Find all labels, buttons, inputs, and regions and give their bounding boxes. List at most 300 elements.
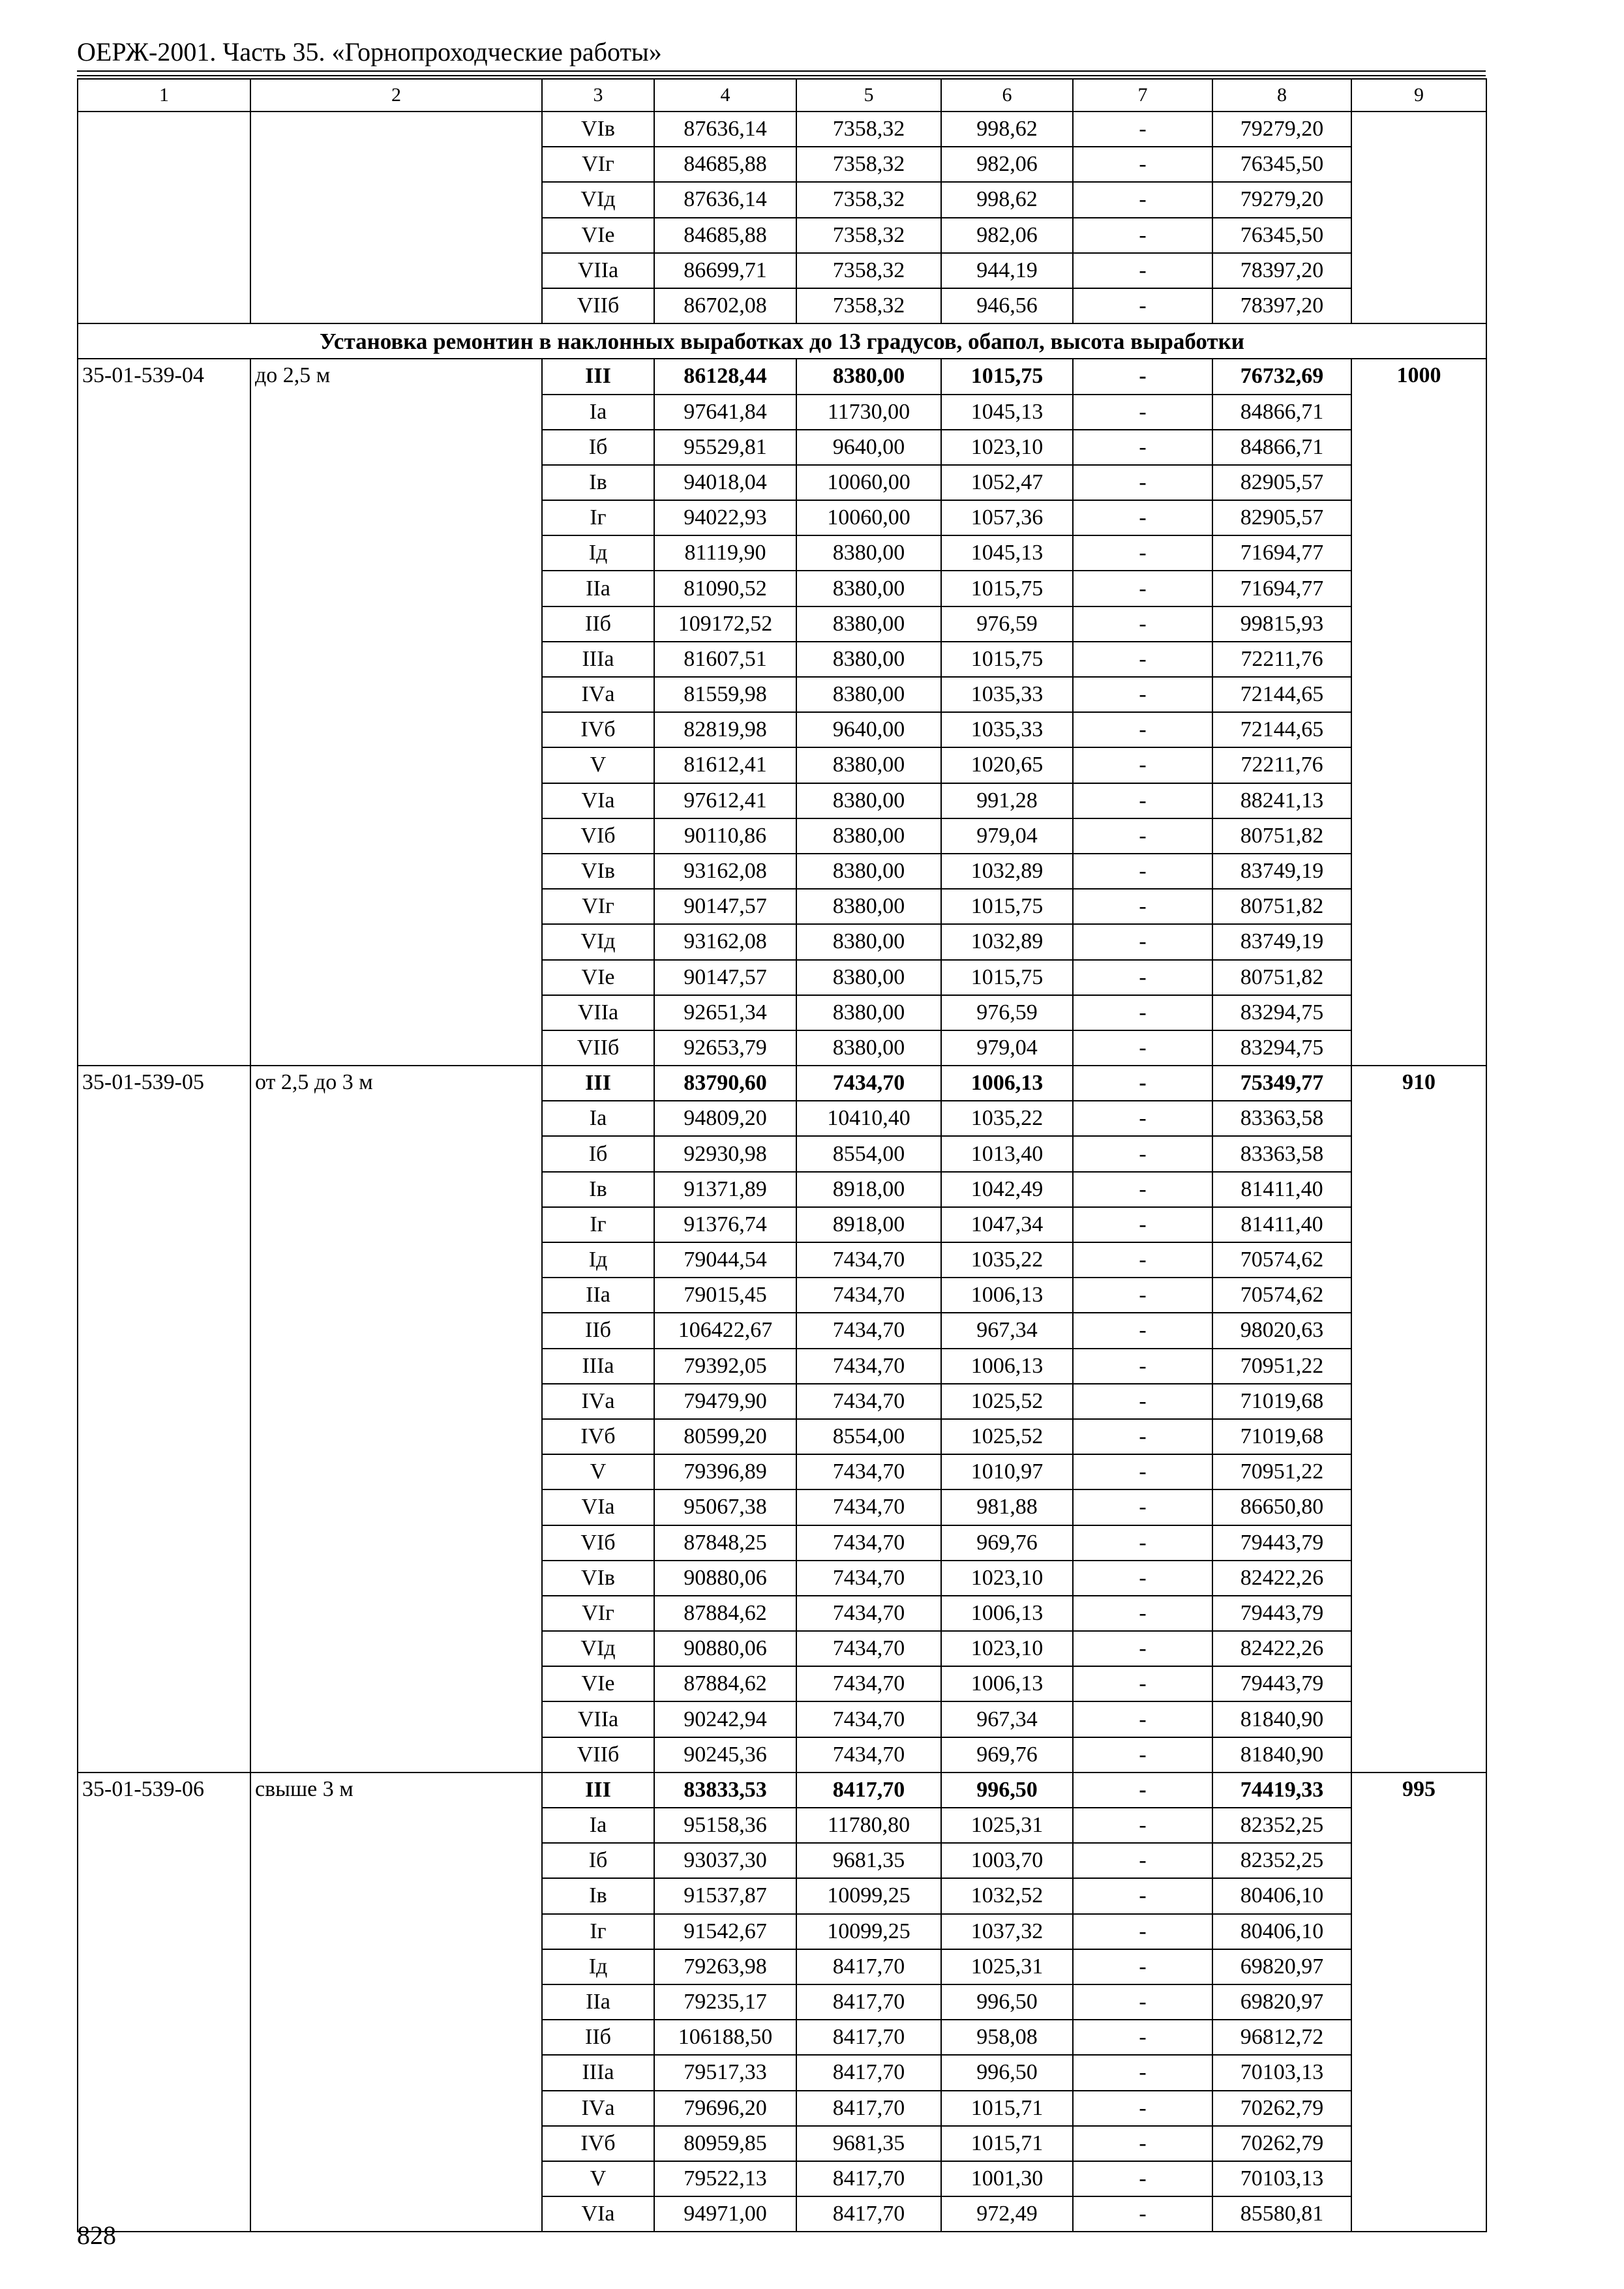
machinist-wage-cell: - [1073, 1419, 1212, 1454]
material-cost-cell: 79443,79 [1212, 1596, 1351, 1631]
machine-cost-cell: 1006,13 [941, 1278, 1073, 1313]
zone-cell: IVа [542, 1384, 654, 1419]
wage-cell: 10410,40 [796, 1101, 941, 1136]
machine-cost-cell: 1015,75 [941, 359, 1073, 394]
direct-cost-cell: 84685,88 [654, 218, 796, 253]
machine-cost-cell: 969,76 [941, 1525, 1073, 1561]
zone-cell: VIб [542, 818, 654, 854]
zone-cell: IIа [542, 1278, 654, 1313]
direct-cost-cell: 97612,41 [654, 783, 796, 818]
wage-cell: 9640,00 [796, 430, 941, 465]
wage-cell: 8380,00 [796, 677, 941, 712]
material-cost-cell: 75349,77 [1212, 1066, 1351, 1101]
table-row [78, 359, 1486, 394]
wage-cell: 7358,32 [796, 182, 941, 217]
material-cost-cell: 70951,22 [1212, 1454, 1351, 1489]
direct-cost-cell: 87636,14 [654, 112, 796, 147]
machinist-wage-cell: - [1073, 924, 1212, 959]
zone-cell: VIд [542, 924, 654, 959]
material-cost-cell: 82352,25 [1212, 1808, 1351, 1843]
machine-cost-cell: 998,62 [941, 182, 1073, 217]
machine-cost-cell: 944,19 [941, 253, 1073, 288]
material-cost-cell: 80751,82 [1212, 818, 1351, 854]
machine-cost-cell: 969,76 [941, 1737, 1073, 1773]
direct-cost-cell: 79015,45 [654, 1278, 796, 1313]
material-cost-cell: 72144,65 [1212, 712, 1351, 747]
material-cost-cell: 70262,79 [1212, 2091, 1351, 2126]
material-cost-cell: 71694,77 [1212, 535, 1351, 571]
machine-cost-cell: 1010,97 [941, 1454, 1073, 1489]
direct-cost-cell: 90880,06 [654, 1631, 796, 1666]
direct-cost-cell: 90880,06 [654, 1561, 796, 1596]
zone-cell: VIIа [542, 1701, 654, 1737]
zone-cell: VIг [542, 147, 654, 182]
section-title: Установка ремонтин в наклонных выработках до 13 градусов, обапол, высота выработки [78, 323, 1486, 359]
machinist-wage-cell: - [1073, 1631, 1212, 1666]
machinist-wage-cell: - [1073, 1172, 1212, 1207]
machinist-wage-cell: - [1073, 1349, 1212, 1384]
rates-table [77, 78, 1487, 2232]
code-cell [78, 112, 250, 323]
wage-cell: 8380,00 [796, 783, 941, 818]
machinist-wage-cell: - [1073, 2161, 1212, 2196]
zone-cell: VIIб [542, 1030, 654, 1066]
wage-cell: 8417,70 [796, 1773, 941, 1808]
machinist-wage-cell: - [1073, 1914, 1212, 1949]
machine-cost-cell: 979,04 [941, 1030, 1073, 1066]
direct-cost-cell: 81090,52 [654, 571, 796, 606]
direct-cost-cell: 87848,25 [654, 1525, 796, 1561]
machine-cost-cell: 976,59 [941, 606, 1073, 642]
machinist-wage-cell: - [1073, 1066, 1212, 1101]
material-cost-cell: 82905,57 [1212, 465, 1351, 500]
material-cost-cell: 72144,65 [1212, 677, 1351, 712]
machinist-wage-cell: - [1073, 1384, 1212, 1419]
direct-cost-cell: 109172,52 [654, 606, 796, 642]
norm-cell: 910 [1351, 1066, 1486, 1773]
direct-cost-cell: 92653,79 [654, 1030, 796, 1066]
material-cost-cell: 79443,79 [1212, 1666, 1351, 1701]
direct-cost-cell: 95067,38 [654, 1489, 796, 1525]
material-cost-cell: 83363,58 [1212, 1101, 1351, 1136]
machine-cost-cell: 976,59 [941, 995, 1073, 1030]
zone-cell: IVа [542, 677, 654, 712]
zone-cell: Iг [542, 1207, 654, 1242]
machine-cost-cell: 1035,33 [941, 712, 1073, 747]
machine-cost-cell: 1045,13 [941, 535, 1073, 571]
machine-cost-cell: 982,06 [941, 218, 1073, 253]
material-cost-cell: 81840,90 [1212, 1701, 1351, 1737]
machinist-wage-cell: - [1073, 1561, 1212, 1596]
wage-cell: 7434,70 [796, 1313, 941, 1348]
wage-cell: 8380,00 [796, 854, 941, 889]
machine-cost-cell: 1023,10 [941, 1631, 1073, 1666]
direct-cost-cell: 80599,20 [654, 1419, 796, 1454]
material-cost-cell: 80751,82 [1212, 960, 1351, 995]
wage-cell: 7358,32 [796, 147, 941, 182]
machinist-wage-cell: - [1073, 1313, 1212, 1348]
material-cost-cell: 72211,76 [1212, 747, 1351, 783]
machine-cost-cell: 1025,52 [941, 1419, 1073, 1454]
machinist-wage-cell: - [1073, 500, 1212, 535]
zone-cell: VIг [542, 889, 654, 924]
material-cost-cell: 80751,82 [1212, 889, 1351, 924]
zone-cell: III [542, 1773, 654, 1808]
machine-cost-cell: 1020,65 [941, 747, 1073, 783]
machinist-wage-cell: - [1073, 818, 1212, 854]
machinist-wage-cell: - [1073, 712, 1212, 747]
header-rule [77, 70, 1486, 72]
direct-cost-cell: 92930,98 [654, 1136, 796, 1171]
zone-cell: Iд [542, 1949, 654, 1984]
zone-cell: IIIа [542, 642, 654, 677]
wage-cell: 7434,70 [796, 1525, 941, 1561]
machine-cost-cell: 1032,89 [941, 854, 1073, 889]
material-cost-cell: 83363,58 [1212, 1136, 1351, 1171]
zone-cell: IIб [542, 1313, 654, 1348]
machinist-wage-cell: - [1073, 642, 1212, 677]
rate-description: до 2,5 м [250, 359, 542, 1066]
machine-cost-cell: 1015,71 [941, 2091, 1073, 2126]
direct-cost-cell: 90147,57 [654, 889, 796, 924]
zone-cell: VIв [542, 1561, 654, 1596]
material-cost-cell: 79279,20 [1212, 182, 1351, 217]
wage-cell: 8417,70 [796, 2020, 941, 2055]
desc-cell [250, 112, 542, 323]
material-cost-cell: 70951,22 [1212, 1349, 1351, 1384]
direct-cost-cell: 93162,08 [654, 854, 796, 889]
column-number: 6 [941, 79, 1073, 112]
zone-cell: V [542, 747, 654, 783]
zone-cell: VIе [542, 218, 654, 253]
wage-cell: 10060,00 [796, 465, 941, 500]
column-number: 8 [1212, 79, 1351, 112]
material-cost-cell: 88241,13 [1212, 783, 1351, 818]
machine-cost-cell: 972,49 [941, 2196, 1073, 2232]
machinist-wage-cell: - [1073, 1136, 1212, 1171]
zone-cell: VIд [542, 1631, 654, 1666]
document-header: ОЕРЖ-2001. Часть 35. «Горнопроходческие работы» [77, 37, 662, 67]
wage-cell: 8417,70 [796, 2196, 941, 2232]
direct-cost-cell: 94022,93 [654, 500, 796, 535]
machinist-wage-cell: - [1073, 571, 1212, 606]
direct-cost-cell: 94971,00 [654, 2196, 796, 2232]
column-number: 5 [796, 79, 941, 112]
material-cost-cell: 82422,26 [1212, 1631, 1351, 1666]
machinist-wage-cell: - [1073, 1596, 1212, 1631]
zone-cell: Iб [542, 430, 654, 465]
machinist-wage-cell: - [1073, 1984, 1212, 2020]
material-cost-cell: 82422,26 [1212, 1561, 1351, 1596]
wage-cell: 9640,00 [796, 712, 941, 747]
machinist-wage-cell: - [1073, 960, 1212, 995]
norm-cell: 995 [1351, 1773, 1486, 2232]
machine-cost-cell: 996,50 [941, 2055, 1073, 2090]
zone-cell: IIа [542, 571, 654, 606]
zone-cell: IIIа [542, 1349, 654, 1384]
material-cost-cell: 71694,77 [1212, 571, 1351, 606]
wage-cell: 7358,32 [796, 112, 941, 147]
wage-cell: 7434,70 [796, 1631, 941, 1666]
wage-cell: 7434,70 [796, 1454, 941, 1489]
material-cost-cell: 76345,50 [1212, 147, 1351, 182]
column-number: 4 [654, 79, 796, 112]
machine-cost-cell: 996,50 [941, 1984, 1073, 2020]
machinist-wage-cell: - [1073, 182, 1212, 217]
machine-cost-cell: 1001,30 [941, 2161, 1073, 2196]
zone-cell: Iд [542, 1242, 654, 1278]
machine-cost-cell: 1015,75 [941, 960, 1073, 995]
zone-cell: VIа [542, 1489, 654, 1525]
machinist-wage-cell: - [1073, 1949, 1212, 1984]
column-number: 9 [1351, 79, 1486, 112]
material-cost-cell: 96812,72 [1212, 2020, 1351, 2055]
machine-cost-cell: 1006,13 [941, 1349, 1073, 1384]
direct-cost-cell: 91537,87 [654, 1878, 796, 1913]
wage-cell: 8918,00 [796, 1207, 941, 1242]
material-cost-cell: 81411,40 [1212, 1207, 1351, 1242]
zone-cell: Iа [542, 1101, 654, 1136]
zone-cell: III [542, 1066, 654, 1101]
machine-cost-cell: 1015,75 [941, 889, 1073, 924]
direct-cost-cell: 97641,84 [654, 395, 796, 430]
zone-cell: Iг [542, 500, 654, 535]
machinist-wage-cell: - [1073, 783, 1212, 818]
machine-cost-cell: 1006,13 [941, 1596, 1073, 1631]
wage-cell: 7434,70 [796, 1349, 941, 1384]
zone-cell: VIе [542, 1666, 654, 1701]
machinist-wage-cell: - [1073, 1489, 1212, 1525]
direct-cost-cell: 94809,20 [654, 1101, 796, 1136]
wage-cell: 7358,32 [796, 288, 941, 323]
zone-cell: Iв [542, 1878, 654, 1913]
wage-cell: 10099,25 [796, 1914, 941, 1949]
wage-cell: 8554,00 [796, 1419, 941, 1454]
machine-cost-cell: 1045,13 [941, 395, 1073, 430]
machinist-wage-cell: - [1073, 359, 1212, 394]
wage-cell: 8918,00 [796, 1172, 941, 1207]
direct-cost-cell: 106422,67 [654, 1313, 796, 1348]
machinist-wage-cell: - [1073, 1030, 1212, 1066]
zone-cell: III [542, 359, 654, 394]
machinist-wage-cell: - [1073, 1207, 1212, 1242]
wage-cell: 7434,70 [796, 1737, 941, 1773]
machinist-wage-cell: - [1073, 1808, 1212, 1843]
material-cost-cell: 72211,76 [1212, 642, 1351, 677]
direct-cost-cell: 79517,33 [654, 2055, 796, 2090]
machinist-wage-cell: - [1073, 1525, 1212, 1561]
material-cost-cell: 76732,69 [1212, 359, 1351, 394]
wage-cell: 7434,70 [796, 1278, 941, 1313]
material-cost-cell: 80406,10 [1212, 1878, 1351, 1913]
machine-cost-cell: 1025,31 [941, 1949, 1073, 1984]
material-cost-cell: 85580,81 [1212, 2196, 1351, 2232]
wage-cell: 8380,00 [796, 571, 941, 606]
material-cost-cell: 76345,50 [1212, 218, 1351, 253]
direct-cost-cell: 81119,90 [654, 535, 796, 571]
material-cost-cell: 69820,97 [1212, 1949, 1351, 1984]
machine-cost-cell: 967,34 [941, 1313, 1073, 1348]
wage-cell: 8417,70 [796, 1949, 941, 1984]
machinist-wage-cell: - [1073, 112, 1212, 147]
machine-cost-cell: 958,08 [941, 2020, 1073, 2055]
zone-cell: Iд [542, 535, 654, 571]
material-cost-cell: 80406,10 [1212, 1914, 1351, 1949]
wage-cell: 9681,35 [796, 2126, 941, 2161]
table-row [78, 1773, 1486, 1808]
zone-cell: IVа [542, 2091, 654, 2126]
machinist-wage-cell: - [1073, 147, 1212, 182]
material-cost-cell: 83294,75 [1212, 995, 1351, 1030]
header-rule [77, 75, 1486, 76]
machine-cost-cell: 1032,89 [941, 924, 1073, 959]
wage-cell: 7434,70 [796, 1561, 941, 1596]
direct-cost-cell: 79235,17 [654, 1984, 796, 2020]
machine-cost-cell: 1025,31 [941, 1808, 1073, 1843]
zone-cell: IVб [542, 712, 654, 747]
machine-cost-cell: 982,06 [941, 147, 1073, 182]
machinist-wage-cell: - [1073, 1843, 1212, 1878]
column-number: 2 [250, 79, 542, 112]
zone-cell: IIа [542, 1984, 654, 2020]
machine-cost-cell: 1035,22 [941, 1242, 1073, 1278]
rate-description: от 2,5 до 3 м [250, 1066, 542, 1773]
material-cost-cell: 78397,20 [1212, 253, 1351, 288]
machinist-wage-cell: - [1073, 535, 1212, 571]
machine-cost-cell: 996,50 [941, 1773, 1073, 1808]
material-cost-cell: 83749,19 [1212, 924, 1351, 959]
direct-cost-cell: 80959,85 [654, 2126, 796, 2161]
zone-cell: VIв [542, 112, 654, 147]
direct-cost-cell: 84685,88 [654, 147, 796, 182]
machinist-wage-cell: - [1073, 2020, 1212, 2055]
direct-cost-cell: 106188,50 [654, 2020, 796, 2055]
machine-cost-cell: 1037,32 [941, 1914, 1073, 1949]
direct-cost-cell: 91542,67 [654, 1914, 796, 1949]
wage-cell: 8380,00 [796, 1030, 941, 1066]
material-cost-cell: 79443,79 [1212, 1525, 1351, 1561]
rate-code: 35-01-539-05 [78, 1066, 250, 1773]
zone-cell: V [542, 2161, 654, 2196]
machinist-wage-cell: - [1073, 1454, 1212, 1489]
direct-cost-cell: 90242,94 [654, 1701, 796, 1737]
zone-cell: VIIа [542, 253, 654, 288]
material-cost-cell: 70574,62 [1212, 1242, 1351, 1278]
material-cost-cell: 86650,80 [1212, 1489, 1351, 1525]
machinist-wage-cell: - [1073, 747, 1212, 783]
direct-cost-cell: 82819,98 [654, 712, 796, 747]
machine-cost-cell: 1035,22 [941, 1101, 1073, 1136]
machine-cost-cell: 1015,75 [941, 642, 1073, 677]
direct-cost-cell: 90147,57 [654, 960, 796, 995]
wage-cell: 8380,00 [796, 960, 941, 995]
machinist-wage-cell: - [1073, 677, 1212, 712]
wage-cell: 10060,00 [796, 500, 941, 535]
machinist-wage-cell: - [1073, 1737, 1212, 1773]
wage-cell: 10099,25 [796, 1878, 941, 1913]
wage-cell: 8380,00 [796, 535, 941, 571]
direct-cost-cell: 95158,36 [654, 1808, 796, 1843]
machine-cost-cell: 991,28 [941, 783, 1073, 818]
rate-code: 35-01-539-04 [78, 359, 250, 1066]
material-cost-cell: 82352,25 [1212, 1843, 1351, 1878]
direct-cost-cell: 87884,62 [654, 1666, 796, 1701]
material-cost-cell: 69820,97 [1212, 1984, 1351, 2020]
wage-cell: 9681,35 [796, 1843, 941, 1878]
material-cost-cell: 98020,63 [1212, 1313, 1351, 1348]
wage-cell: 8380,00 [796, 818, 941, 854]
direct-cost-cell: 81607,51 [654, 642, 796, 677]
machinist-wage-cell: - [1073, 889, 1212, 924]
direct-cost-cell: 79263,98 [654, 1949, 796, 1984]
direct-cost-cell: 86702,08 [654, 288, 796, 323]
wage-cell: 8380,00 [796, 359, 941, 394]
machinist-wage-cell: - [1073, 1701, 1212, 1737]
wage-cell: 8417,70 [796, 2091, 941, 2126]
material-cost-cell: 83294,75 [1212, 1030, 1351, 1066]
wage-cell: 8380,00 [796, 995, 941, 1030]
machinist-wage-cell: - [1073, 2055, 1212, 2090]
column-number: 3 [542, 79, 654, 112]
machine-cost-cell: 1006,13 [941, 1666, 1073, 1701]
column-number-row [78, 79, 1486, 112]
material-cost-cell: 99815,93 [1212, 606, 1351, 642]
wage-cell: 7358,32 [796, 218, 941, 253]
material-cost-cell: 71019,68 [1212, 1384, 1351, 1419]
direct-cost-cell: 81559,98 [654, 677, 796, 712]
column-number: 7 [1073, 79, 1212, 112]
wage-cell: 7434,70 [796, 1666, 941, 1701]
direct-cost-cell: 81612,41 [654, 747, 796, 783]
rate-description: свыше 3 м [250, 1773, 542, 2232]
direct-cost-cell: 86699,71 [654, 253, 796, 288]
direct-cost-cell: 87636,14 [654, 182, 796, 217]
material-cost-cell: 71019,68 [1212, 1419, 1351, 1454]
direct-cost-cell: 92651,34 [654, 995, 796, 1030]
machinist-wage-cell: - [1073, 2126, 1212, 2161]
wage-cell: 7434,70 [796, 1701, 941, 1737]
machinist-wage-cell: - [1073, 1101, 1212, 1136]
zone-cell: IIIа [542, 2055, 654, 2090]
machine-cost-cell: 1006,13 [941, 1066, 1073, 1101]
wage-cell: 7434,70 [796, 1596, 941, 1631]
machinist-wage-cell: - [1073, 2091, 1212, 2126]
machinist-wage-cell: - [1073, 1242, 1212, 1278]
zone-cell: V [542, 1454, 654, 1489]
wage-cell: 8380,00 [796, 889, 941, 924]
machinist-wage-cell: - [1073, 253, 1212, 288]
machine-cost-cell: 1052,47 [941, 465, 1073, 500]
zone-cell: VIе [542, 960, 654, 995]
material-cost-cell: 78397,20 [1212, 288, 1351, 323]
machine-cost-cell: 998,62 [941, 112, 1073, 147]
machine-cost-cell: 979,04 [941, 818, 1073, 854]
machine-cost-cell: 1035,33 [941, 677, 1073, 712]
material-cost-cell: 70574,62 [1212, 1278, 1351, 1313]
machine-cost-cell: 1023,10 [941, 1561, 1073, 1596]
zone-cell: IIб [542, 606, 654, 642]
machine-cost-cell: 1047,34 [941, 1207, 1073, 1242]
machinist-wage-cell: - [1073, 218, 1212, 253]
zone-cell: Iв [542, 465, 654, 500]
machine-cost-cell: 1003,70 [941, 1843, 1073, 1878]
zone-cell: Iг [542, 1914, 654, 1949]
machinist-wage-cell: - [1073, 2196, 1212, 2232]
material-cost-cell: 70262,79 [1212, 2126, 1351, 2161]
table-row [78, 112, 1486, 147]
machinist-wage-cell: - [1073, 995, 1212, 1030]
direct-cost-cell: 94018,04 [654, 465, 796, 500]
